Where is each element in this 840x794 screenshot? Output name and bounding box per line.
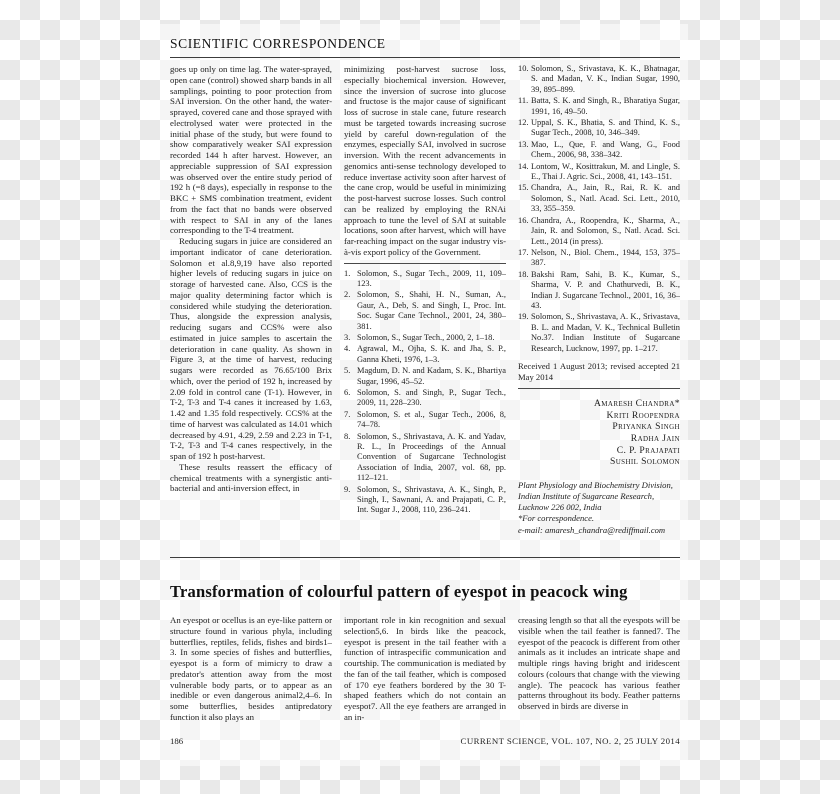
reference-text: Uppal, S. K., Bhatia, S. and Thind, K. S., Sugar Tech., 2008, 10, 346–349.	[531, 118, 680, 138]
reference-item	[344, 366, 506, 387]
section-header: SCIENTIFIC CORRESPONDENCE	[170, 36, 680, 58]
journal-page	[160, 24, 688, 766]
page-content	[160, 24, 688, 746]
reference-text: Agrawal, M., Ojha, S. K. and Jha, S. P., Ganna Kheti, 1976, 1–3.	[357, 344, 506, 364]
article2-column-3	[518, 615, 680, 733]
author-name: Priyanka Singh	[612, 421, 680, 433]
reference-text: Solomon, S. and Singh, P., Sugar Tech., 2009, 11, 228–230.	[357, 387, 506, 408]
reference-number: 6.	[344, 387, 351, 397]
reference-number: 17.	[518, 247, 529, 257]
reference-number: 18.	[518, 269, 529, 279]
reference-item	[518, 270, 680, 312]
page-footer	[170, 736, 680, 746]
reference-number: 14.	[518, 161, 529, 171]
paragraph: An eyespot or ocellus is an eye-like pattern or structure found in various phyla, including butterflies, reptiles, felids, fishes and birds1–3. In some species of fishes and butterflies, eyespot is a form of mimicry to draw a predator's attention away from the most vulnerable body parts, or to appear as an inedible or even dangerous animal2,4–6. In some butterflies, besides antipredatory function it also plays an	[170, 615, 332, 722]
author-name: C. P. Prajapati	[616, 444, 680, 456]
author-name: Sushil Solomon	[609, 456, 680, 468]
reference-item	[518, 183, 680, 214]
reference-item	[344, 333, 506, 343]
article-title: Transformation of colourful pattern of eyespot in peacock wing	[170, 582, 628, 601]
reference-text: Solomon, S., Shrivastava, A. K., Srivastava, B. L. and Madan, V. K., Technical Bulletin No.37. Indian Institute of Sugarcane Research, Lucknow, 1997, pp. 1–217.	[531, 312, 680, 353]
affiliation-block	[518, 480, 680, 536]
reference-number: 19.	[518, 312, 529, 322]
paragraph: minimizing post-harvest sucrose loss, especially biochemical inversion. However, since the inversion of sucrose into glucose and fructose is the major cause of significant loss of sucrose in stale cane, future research must be targeted towards increasing sucrose yield by careful down-regulation of the enzymes, especially SAI, involved in sucrose inversion. With the recent advancements in genomics anti-sense technology developed to reduce invertase activity soon after harvest of the cane crop, would be useful in minimizing the post-harvest sucrose losses. Such control can be realized by employing the RNAi approach to tune the level of SAI at suitable locations, soon after harvest, which will have far-reaching impact on the sugar industry vis-à-vis export policy of the Government.	[344, 64, 506, 257]
reference-number: 13.	[518, 139, 529, 149]
affiliation-line: Plant Physiology and Biochemistry Division,	[518, 479, 673, 490]
reference-item	[518, 312, 680, 354]
reference-number: 7.	[344, 409, 351, 419]
reference-number: 16.	[518, 215, 529, 225]
reference-item	[518, 162, 680, 183]
reference-text: Bakshi Ram, Sahi, B. K., Kumar, S., Sharma, V. P. and Chathurvedi, B. K., Indian J. Sugarcane Technol., 2001, 16, 36–43.	[531, 269, 680, 310]
received-divider-rule	[518, 388, 680, 389]
article2-columns	[170, 615, 680, 733]
reference-text: Batta, S. K. and Singh, R., Bharatiya Sugar, 1991, 16, 49–50.	[531, 96, 680, 116]
affiliation-line: Indian Institute of Sugarcane Research,	[518, 490, 655, 501]
reference-text: Solomon, S., Shrivastava, A. K., Singh, P., Singh, I., Sawnani, A. and Prajapati, C. P., Int. Sugar J., 2008, 110, 236–241.	[357, 484, 506, 515]
author-name: Kriti Roopendra	[606, 409, 680, 421]
reference-text: Chandra, A., Jain, R., Rai, R. K. and Solomon, S., Natl. Acad. Sci. Lett., 2010, 33, 355–359.	[531, 183, 680, 214]
paragraph: important role in kin recognition and sexual selection5,6. In birds like the peacock, eyespot is present in the tail feather with a function of intraspecific communication and courtship. The communication is mediated by the fan of the tail feather, which is composed of 170 eye feathers bordered by the 30 T-shaped feathers which do not contain an eyespot7. All the eye feathers are arranged in an in-	[344, 615, 506, 722]
reference-text: Chandra, A., Roopendra, K., Sharma, A., Jain, R. and Solomon, S., Natl. Acad. Sci. Lett., 2014 (in press).	[531, 215, 680, 246]
reference-text: Solomon, S., Sugar Tech., 2000, 2, 1–18.	[357, 332, 495, 342]
reference-text: Nelson, N., Biol. Chem., 1944, 153, 375–387.	[531, 247, 680, 268]
reference-item	[518, 118, 680, 139]
reference-item	[518, 216, 680, 247]
author-name: Amaresh Chandra*	[593, 398, 680, 410]
author-name: Radha Jain	[630, 432, 680, 444]
reference-number: 9.	[344, 484, 351, 494]
correspondence-note: *For correspondence.	[518, 513, 595, 524]
paragraph: Reducing sugars in juice are considered an important indicator of cane deterioration. Solomon et al.8,9,19 have also reported higher levels of reducing sugars in juice on storage of harvested cane. Also, CCS is the major quality determining factor which is considered while studying the deterioration. Thus, alongside the expression analysis, reducing sugars and CCS% were also estimated in juice samples to ascertain the deterioration in cane quality. As shown in Figure 3, at the time of harvest, reducing sugars were recorded as 76.65/100 Brix which, over the period of 192 h, increased by 2.09 fold in control cane (T-1). However, in T-2, T-3 and T-4 canes it increased by 1.63, 1.42 and 1.35 fold respectively. CCS% at the time of harvest was calculated as 14.01 which decreased by 4.91, 4.29, 2.59 and 2.23 in T-1, T-2, T-3 and T-4 canes respectively, in the span of 192 h post-harvest.	[170, 236, 332, 461]
paragraph: creasing length so that all the eyespots will be visible when the tail feather is fanned7. The eyespot of the peacock is different from other animals as it includes an intricate shape and multiple rings having bright and iridescent colours (colours that change with the viewing angle). The peacock has various feather patterns throughout its body. Feather patterns observed in birds are diverse in	[518, 615, 680, 711]
reference-text: Mao, L., Que, F. and Wang, G., Food Chem., 2006, 98, 338–342.	[531, 139, 680, 160]
reference-number: 11.	[518, 96, 529, 106]
reference-number: 5.	[344, 366, 351, 376]
reference-list	[344, 269, 506, 516]
reference-item	[344, 485, 506, 516]
received-note: Received 1 August 2013; revised accepted 21 May 2014	[518, 360, 680, 382]
article-separator-rule	[170, 557, 680, 558]
reference-item	[344, 432, 506, 484]
reference-item	[344, 344, 506, 365]
article2-column-1	[170, 615, 332, 733]
reference-number: 2.	[344, 290, 351, 300]
reference-text: Solomon, S., Srivastava, K. K., Bhatnagar, S. and Madan, V. K., Indian Sugar, 1990, 39, 895–899.	[531, 64, 680, 94]
references-divider-rule	[344, 263, 506, 264]
reference-text: Magdum, D. N. and Kadam, S. K., Bhartiya Sugar, 1996, 45–52.	[357, 366, 506, 386]
reference-number: 4.	[344, 344, 351, 354]
reference-text: Solomon, S., Shahi, H. N., Suman, A., Gaur, A., Deb, S. and Singh, I., Proc. Int. Soc. Sugar Cane Technol., 2001, 24, 380–381.	[357, 290, 506, 331]
reference-number: 3.	[344, 332, 351, 342]
reference-item	[344, 290, 506, 332]
reference-item	[518, 248, 680, 269]
reference-text: Solomon, S., Shrivastava, A. K. and Yadav, R. L., In Proceedings of the Annual Convention of Sugarcane Technologist Association of India, 2007, vol. 68, pp. 112–121.	[357, 431, 506, 483]
article1-column-1	[170, 64, 332, 556]
reference-item	[344, 269, 506, 290]
article1-column-2	[344, 64, 506, 556]
reference-list	[518, 64, 680, 354]
reference-item	[518, 96, 680, 117]
reference-number: 10.	[518, 64, 529, 73]
reference-item	[518, 64, 680, 95]
footer-journal-line: CURRENT SCIENCE, VOL. 107, NO. 2, 25 JULY 2014	[460, 736, 680, 746]
email-text: e-mail: amaresh_chandra@rediffmail.com	[518, 524, 666, 535]
footer-page-number: 186	[170, 736, 184, 746]
reference-number: 1.	[344, 268, 351, 278]
paragraph: goes up only on time lag. The water-sprayed, open cane (control) showed sharp bands in all samplings, pointing to poor protection from SAI inversion. On the other hand, the water-sprayed, covered cane and those sprayed with electrolysed water were protected in the initial phase of the study, but were found to show comparatively weaker SAI expression recorded 144 h after harvest. However, an appreciable suppression of SAI expression was observed over the entire study period of 192 h (=8 days), especially in response to the BKC + SMS combination treatment, evident from the fact that no bands were observed with respect to SAI in any of the lanes corresponding to the T-4 treatment.	[170, 64, 332, 236]
article2-column-2	[344, 615, 506, 733]
reference-item	[344, 388, 506, 409]
reference-text: Lontom, W., Kosittrakun, M. and Lingle, S. E., Thai J. Agric. Sci., 2008, 41, 143–151.	[531, 161, 680, 182]
article1-column-3	[518, 64, 680, 556]
reference-number: 15.	[518, 183, 529, 193]
article1-columns	[170, 64, 680, 556]
author-list	[518, 398, 680, 468]
reference-text: Solomon, S. et al., Sugar Tech., 2006, 8, 74–78.	[357, 409, 506, 430]
affiliation-line: Lucknow 226 002, India	[518, 502, 602, 513]
reference-item	[344, 410, 506, 431]
paragraph: These results reassert the efficacy of chemical treatments with a synergistic anti-bacterial and anti-inversion effect, in	[170, 461, 332, 494]
reference-item	[518, 140, 680, 161]
reference-number: 8.	[344, 431, 351, 441]
reference-number: 12.	[518, 118, 529, 128]
reference-text: Solomon, S., Sugar Tech., 2009, 11, 109–123.	[357, 268, 506, 288]
